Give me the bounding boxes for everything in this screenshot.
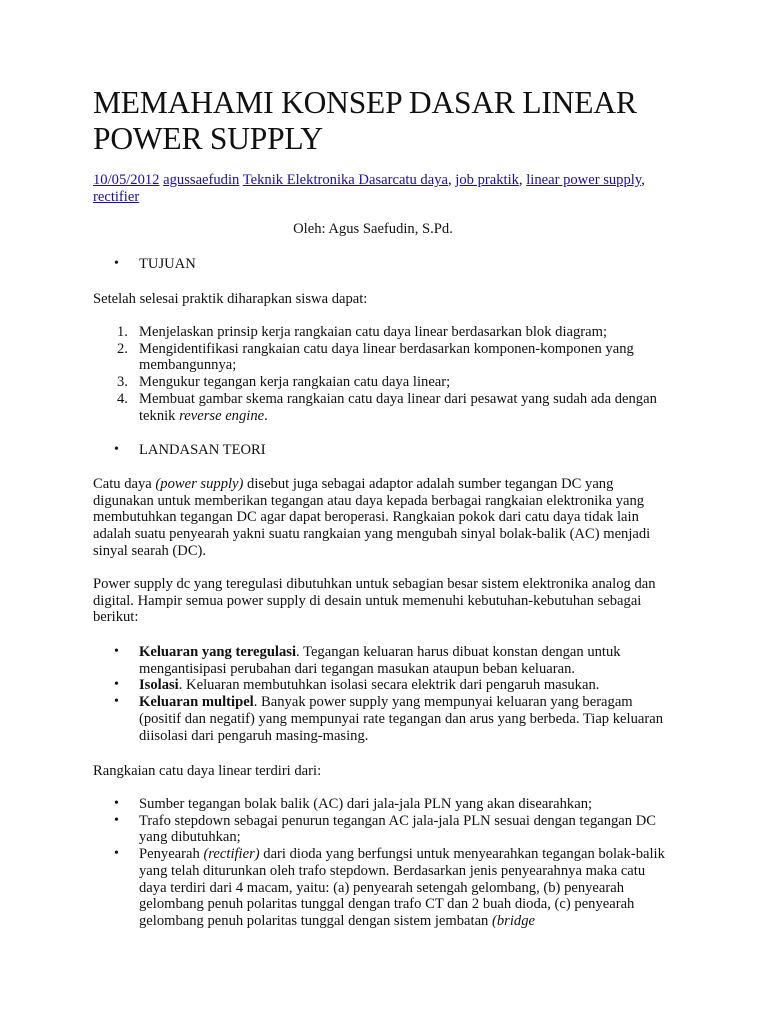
section-heading-tujuan <box>93 256 673 273</box>
category-link[interactable]: Teknik Elektronika Dasar <box>242 172 393 188</box>
list-item: 1. Menjelaskan prinsip kerja rangkaian catu daya linear berdasarkan blok diagram; <box>117 324 608 340</box>
list-item: • Penyearah (rectifier) dari dioda yang berfungsi untuk menyearahkan tegangan bolak-balik yang telah diturunkan oleh trafo stepdown. Berdasarkan jenis penyearahnya maka catu daya terdiri dari 4 macam, yaitu: (a) penyearah setengah gelombang, (b) penyearah gelombang penuh polaritas tunggal dengan trafo CT dan 2 buah dioda, (c) penyearah gelombang penuh polaritas tunggal dengan sistem jembatan (bridge <box>93 846 673 930</box>
objectives-list <box>93 324 673 424</box>
paragraph: Catu daya (power supply) disebut juga sebagai adaptor adalah sumber tegangan DC yang digunakan untuk memberikan tegangan atau daya kepada berbagai rangkaian elektronika yang membutuhkan tegangan DC agar dapat beroperasi. Rangkaian pokok dari catu daya tidak lain adalah suatu penyearah yakni suatu rangkaian yang mengubah sinyal bolak-balik (AC) menjadi sinyal searah (DC). <box>93 476 651 559</box>
tag-link-rectifier[interactable]: rectifier <box>93 188 140 205</box>
list-item: 4. Membuat gambar skema rangkaian catu daya linear dari pesawat yang sudah ada dengan teknik reverse engine. <box>117 390 657 424</box>
post-date-link[interactable]: 10/05/2012 <box>93 172 160 188</box>
requirements-list <box>93 644 673 744</box>
section-heading: • TUJUAN <box>93 256 673 273</box>
list-item: • Isolasi. Keluaran membutuhkan isolasi secara elektrik dari pengaruh masukan. <box>93 677 673 694</box>
list-item: 2. Mengidentifikasi rangkaian catu daya linear berdasarkan komponen-komponen yang membangunnya; <box>117 340 634 374</box>
list-item: • Trafo stepdown sebagai penurun tegangan AC jala-jala PLN sesuai dengan tegangan DC yang dibutuhkan; <box>93 813 673 846</box>
tag-link-job-praktik[interactable]: job praktik <box>455 172 519 188</box>
section-heading: • LANDASAN TEORI <box>93 442 673 459</box>
paragraph: Setelah selesai praktik diharapkan siswa dapat: <box>93 291 368 307</box>
tag-link-catu-daya[interactable]: catu daya <box>392 172 448 188</box>
paragraph: Power supply dc yang teregulasi dibutuhkan untuk sebagian besar sistem elektronika analog dan digital. Hampir semua power supply di desain untuk memenuhi kebutuhan-kebutuhan sebagai berikut: <box>93 576 656 626</box>
page-title: MEMAHAMI KONSEP DASAR LINEAR POWER SUPPLY <box>93 85 637 156</box>
section-heading-landasan <box>93 442 673 459</box>
post-meta: 10/05/2012 agussaefudin Teknik Elektronika Dasarcatu daya, job praktik, linear power supply, rectifier <box>93 172 645 205</box>
byline: Oleh: Agus Saefudin, S.Pd. <box>293 221 453 237</box>
list-item: 3. Mengukur tegangan kerja rangkaian catu daya linear; <box>117 374 451 391</box>
components-list <box>93 796 673 930</box>
tag-link-linear-power-supply[interactable]: linear power supply <box>526 172 642 188</box>
list-item: • Keluaran yang teregulasi. Tegangan keluaran harus dibuat konstan dengan untuk mengantisipasi perubahan dari tegangan masukan ataupun beban keluaran. <box>93 644 673 677</box>
author-link[interactable]: agussaefudin <box>163 172 240 188</box>
list-item: • Keluaran multipel. Banyak power supply yang mempunyai keluaran yang beragam (positif dan negatif) yang mempunyai rate tegangan dan arus yang berbeda. Tiap keluaran diisolasi dari pengaruh masing-masing. <box>93 694 673 744</box>
paragraph: Rangkaian catu daya linear terdiri dari: <box>93 763 322 779</box>
list-item: • Sumber tegangan bolak balik (AC) dari jala-jala PLN yang akan disearahkan; <box>93 796 673 813</box>
